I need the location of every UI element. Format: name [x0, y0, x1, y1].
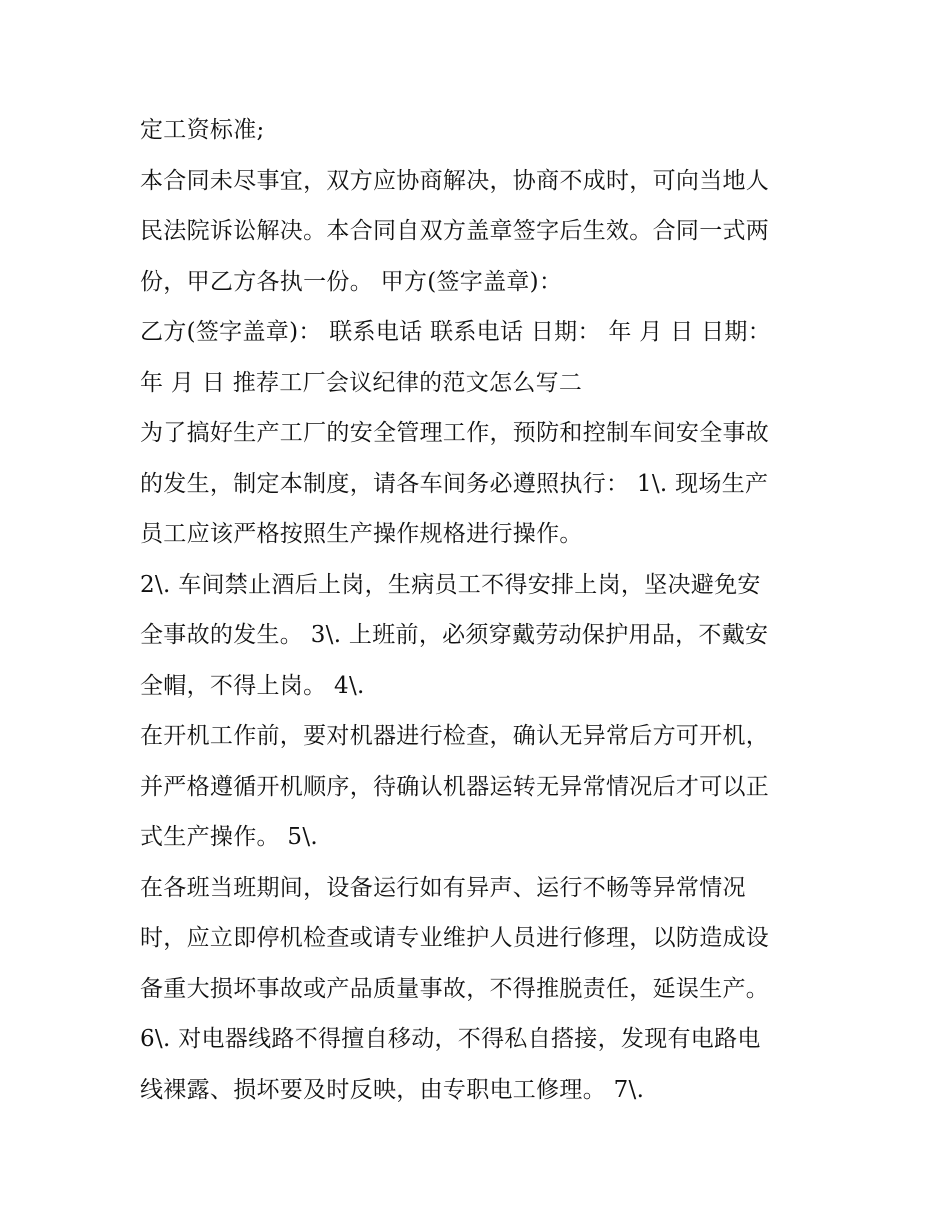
text-line: 备重大损坏事故或产品质量事故，不得推脱责任，延误生产。	[140, 975, 770, 1002]
text-line: 本合同未尽事宜，双方应协商解决，协商不成时，可向当地人	[140, 167, 770, 194]
text-line: 员工应该严格按照生产操作规格进行操作。	[140, 521, 583, 547]
text-line: 定工资标准;	[140, 117, 265, 143]
text-line: 并严格遵循开机顺序，待确认机器运转无异常情况后才可以正	[140, 773, 770, 800]
text-line: 线裸露、损坏要及时反映，由专职电工修理。 7\.	[140, 1076, 645, 1103]
text-line: 在各班当班期间，设备运行如有异声、运行不畅等异常情况	[140, 874, 746, 901]
text-line: 2\. 车间禁止酒后上岗，生病员工不得安排上岗，坚决避免安	[140, 571, 761, 598]
text-line: 民法院诉讼解决。本合同自双方盖章签字后生效。合同一式两	[140, 218, 770, 244]
section-heading-line: 年 月 日 推荐工厂会议纪律的范文怎么写二	[140, 369, 583, 396]
document-body	[140, 112, 830, 1122]
text-line: 乙方(签字盖章)： 联系电话 联系电话 日期： 年 月 日 日期：	[140, 319, 772, 345]
text-line: 为了搞好生产工厂的安全管理工作，预防和控制车间安全事故	[140, 420, 770, 446]
text-line: 在开机工作前，要对机器进行检查，确认无异常后方可开机，	[140, 723, 770, 749]
text-line: 的发生，制定本制度，请各车间务必遵照执行： 1\. 现场生产	[140, 470, 769, 497]
text-line: 时，应立即停机检查或请专业维护人员进行修理，以防造成设	[140, 925, 770, 951]
text-line: 全帽，不得上岗。 4\.	[140, 672, 365, 699]
text-line: 式生产操作。 5\.	[140, 824, 319, 850]
text-line: 份，甲乙方各执一份。 甲方(签字盖章)：	[140, 268, 563, 295]
text-line: 6\. 对电器线路不得擅自移动，不得私自搭接，发现有电路电	[140, 1026, 761, 1052]
text-line: 全事故的发生。 3\. 上班前，必须穿戴劳动保护用品，不戴安	[140, 622, 769, 648]
